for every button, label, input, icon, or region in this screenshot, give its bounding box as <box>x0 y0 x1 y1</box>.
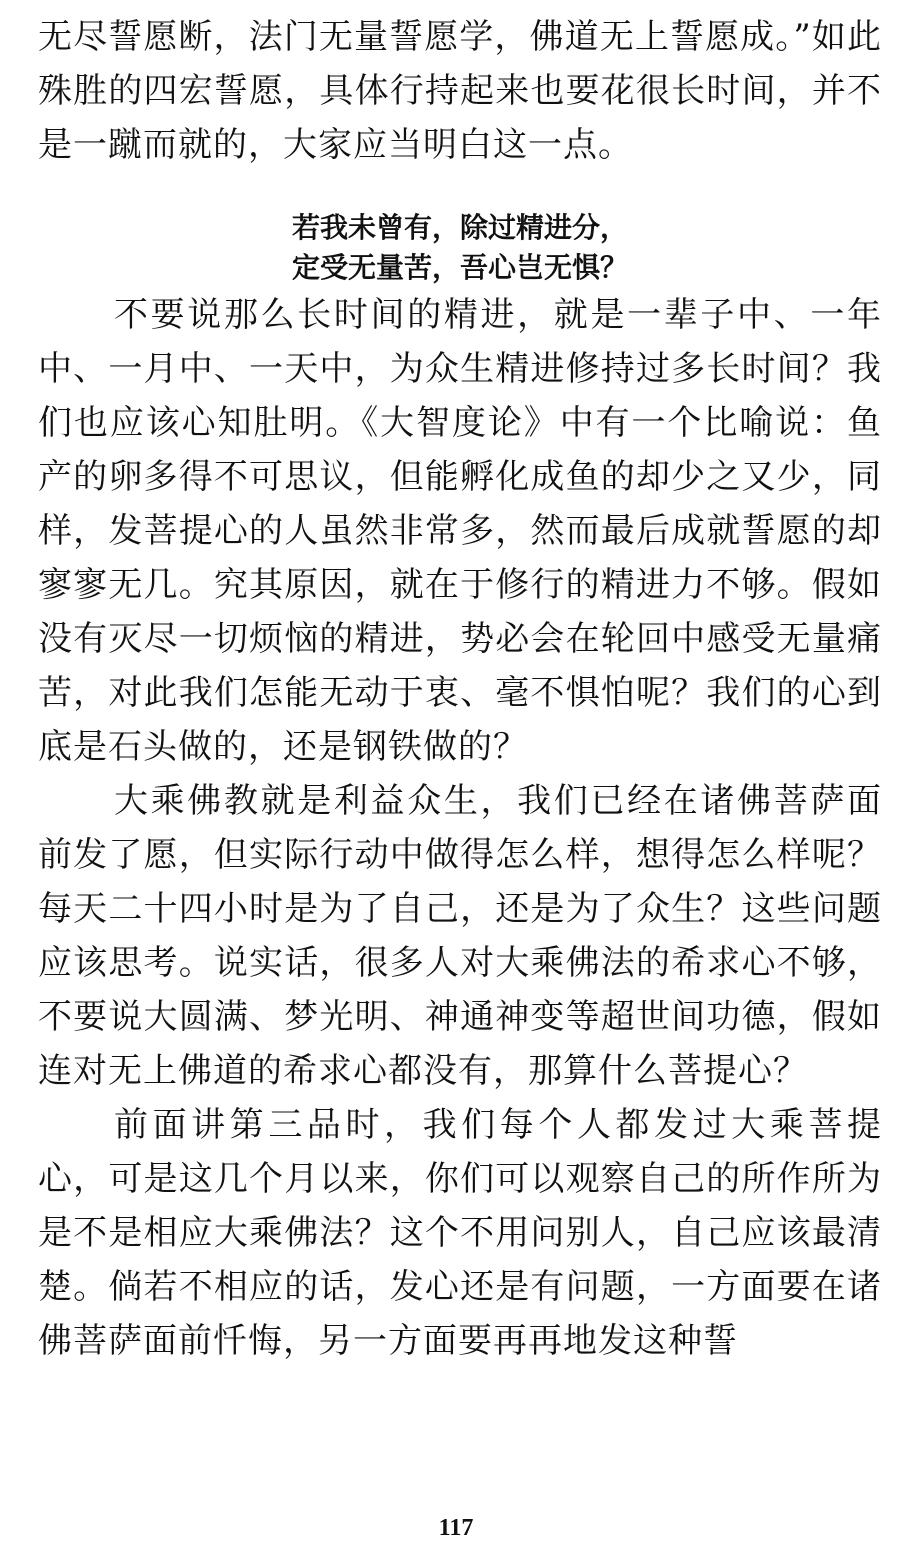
page-body <box>38 10 882 1368</box>
opening-paragraph: 无尽誓愿断，法门无量誓愿学，佛道无上誓愿成。”如此殊胜的四宏誓愿，具体行持起来也要花很长时间，并不是一蹴而就的，大家应当明白这一点。 <box>38 17 882 165</box>
body-paragraph-2: 大乘佛教就是利益众生，我们已经在诸佛菩萨面前发了愿，但实际行动中做得怎么样，想得怎么样呢？每天二十四小时是为了自己，还是为了众生？这些问题应该思考。说实话，很多人对大乘佛法的希求心不够，不要说大圆满、梦光明、神通神变等超世间功德，假如连对无上佛道的希求心都没有，那算什么菩提心？ <box>38 781 882 1091</box>
verse <box>38 208 882 288</box>
body-paragraph-3: 前面讲第三品时，我们每个人都发过大乘菩提心，可是这几个月以来，你们可以观察自己的所作所为是不是相应大乘佛法？这个不用问别人，自己应该最清楚。倘若不相应的话，发心还是有问题，一方面要在诸佛菩萨面前忏悔，另一方面要再再地发这种誓 <box>38 1105 882 1361</box>
body-paragraph-1: 不要说那么长时间的精进，就是一辈子中、一年中、一月中、一天中，为众生精进修持过多长时间？我们也应该心知肚明。《大智度论》中有一个比喻说：鱼产的卵多得不可思议，但能孵化成鱼的却少之又少，同样，发菩提心的人虽然非常多，然而最后成就誓愿的却寥寥无几。究其原因，就在于修行的精进力不够。假如没有灭尽一切烦恼的精进，势必会在轮回中感受无量痛苦，对此我们怎能无动于衷、毫不惧怕呢？我们的心到底是石头做的，还是钢铁做的？ <box>38 295 882 767</box>
verse-line-2: 定受无量苦，吾心岂无惧？ <box>291 251 628 284</box>
verse-line-1: 若我未曾有，除过精进分， <box>291 211 628 244</box>
page-number: 117 <box>438 1515 474 1541</box>
